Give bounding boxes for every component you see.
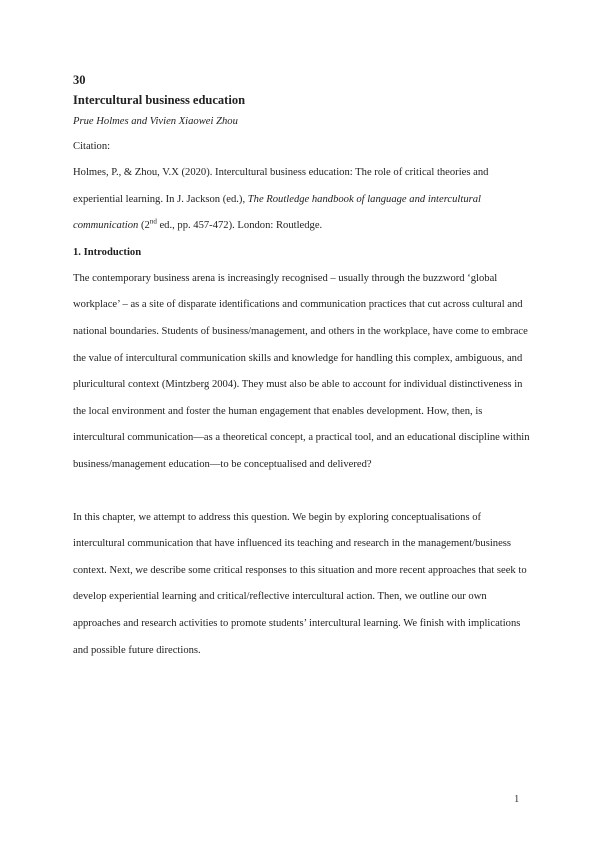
page-number: 1 [514,794,520,805]
chapter-number: 30 [73,73,86,87]
authors: Prue Holmes and Vivien Xiaowei Zhou [73,116,238,127]
citation-book-title: The Routledge handbook of language and intercultural communication [73,193,481,232]
citation-text-part3: ed., pp. 457-472). London: Routledge. [156,220,323,232]
paragraph: In this chapter, we attempt to address this question. We begin by exploring conceptualisations of intercultural communication that have influenced its teaching and research in the management/business context. Next, we describe some critical responses to this situation and more recent approaches that seek to develop experiential learning and critical/reflective intercultural action. Then, we outline our own approaches and research activities to promote students’ intercultural learning. We finish with implications and possible future directions. [73,511,527,656]
section-heading: 1. Introduction [73,246,142,258]
citation [73,160,533,240]
citation-label: Citation: [73,141,111,152]
paragraph: The contemporary business arena is increasingly recognised – usually through the buzzword ‘global workplace’ – as a site of disparate identifications and communication practices that cut across cultural and national boundaries. Students of business/management, and others in the workplace, have come to embrace the value of intercultural communication skills and knowledge for handling this complex, ambiguous, and pluricultural context (Mintzberg 2004). They must also be able to account for individual distinctiveness in the local environment and foster the human engagement that enables development. How, then, is intercultural communication—as a theoretical concept, a practical tool, and an educational discipline within business/management education—to be conceptualised and delivered? [73,272,530,470]
citation-text-part2: (2 [138,220,150,232]
page-content [73,70,533,664]
chapter-title: Intercultural business education [73,93,246,107]
citation-edition-sup: nd [149,217,157,226]
citation-text-part1: Holmes, P., & Zhou, V.X (2020). Intercultural business education: The role of critical theories and experiential learning. In J. Jackson (ed.), [73,167,489,205]
